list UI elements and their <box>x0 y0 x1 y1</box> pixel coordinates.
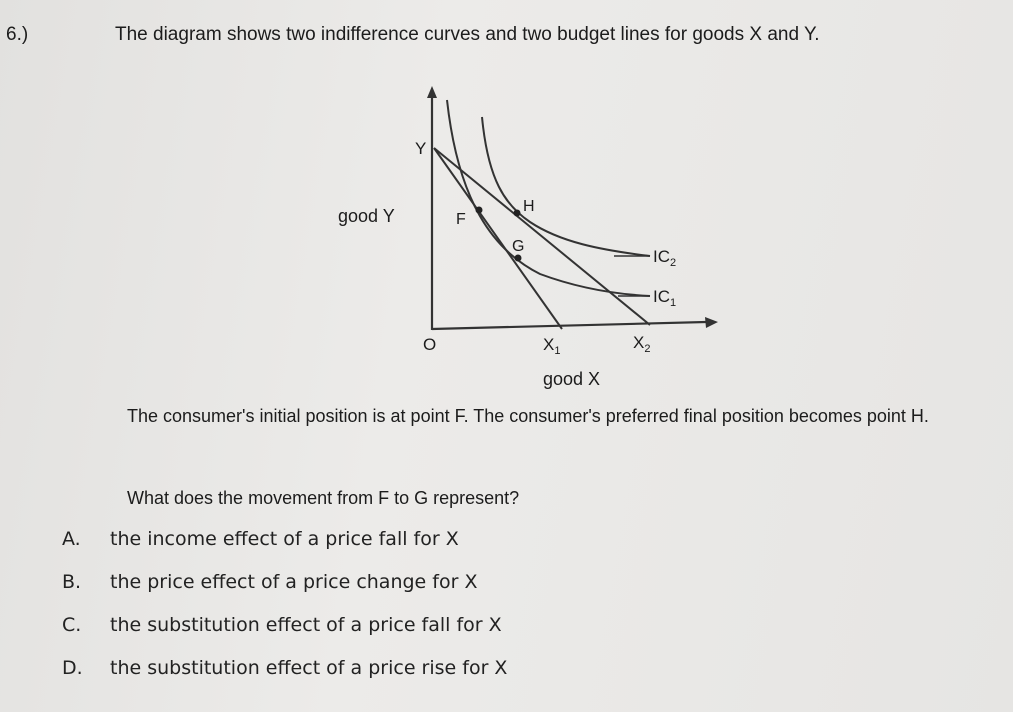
option-a[interactable] <box>62 528 459 550</box>
budget-line-1 <box>434 148 562 329</box>
y-intercept-label: Y <box>415 139 427 158</box>
option-d[interactable] <box>62 657 507 679</box>
question-intro: The diagram shows two indifference curves and two budget lines for goods X and Y. <box>115 24 820 45</box>
point-g-marker <box>515 255 522 262</box>
point-f-label: F <box>456 211 466 228</box>
option-a-letter: A. <box>62 528 81 550</box>
ic1-label: $IC_1$ <box>653 287 677 309</box>
point-g-label: G <box>512 238 525 255</box>
option-d-text: the substitution effect of a price rise for X <box>110 657 508 679</box>
point-f-marker <box>476 207 483 214</box>
y-axis-label: good Y <box>338 206 395 226</box>
indifference-curve-ic1 <box>447 100 650 296</box>
point-h-label: H <box>523 198 535 215</box>
option-b-letter: B. <box>62 571 82 593</box>
option-c-letter: C. <box>62 614 82 636</box>
indifference-curve-ic2 <box>482 117 650 256</box>
option-d-letter: D. <box>62 657 83 679</box>
x-axis-arrow <box>705 317 718 328</box>
ic2-label: $IC_2$ <box>653 247 677 269</box>
point-h-marker <box>514 210 521 217</box>
option-c-text: the substitution effect of a price fall for X <box>110 614 502 636</box>
x2-label: $X_2$ <box>633 333 651 355</box>
x1-label: $X_1$ <box>543 335 561 357</box>
option-c[interactable] <box>62 614 502 636</box>
option-a-text: the income effect of a price fall for X <box>110 528 459 550</box>
budget-line-2 <box>434 148 650 325</box>
x-axis <box>432 322 706 329</box>
question-number: 6.) <box>6 24 29 45</box>
origin-label: O <box>423 335 437 354</box>
option-b[interactable] <box>62 571 477 593</box>
x-axis-label: good X <box>543 369 601 389</box>
option-b-text: the price effect of a price change for X <box>110 571 478 593</box>
y-axis-arrow <box>427 86 437 98</box>
question-prompt: What does the movement from F to G represent? <box>127 488 520 508</box>
question-paragraph: The consumer's initial position is at point F. The consumer's preferred final position becomes point H. <box>127 406 929 426</box>
